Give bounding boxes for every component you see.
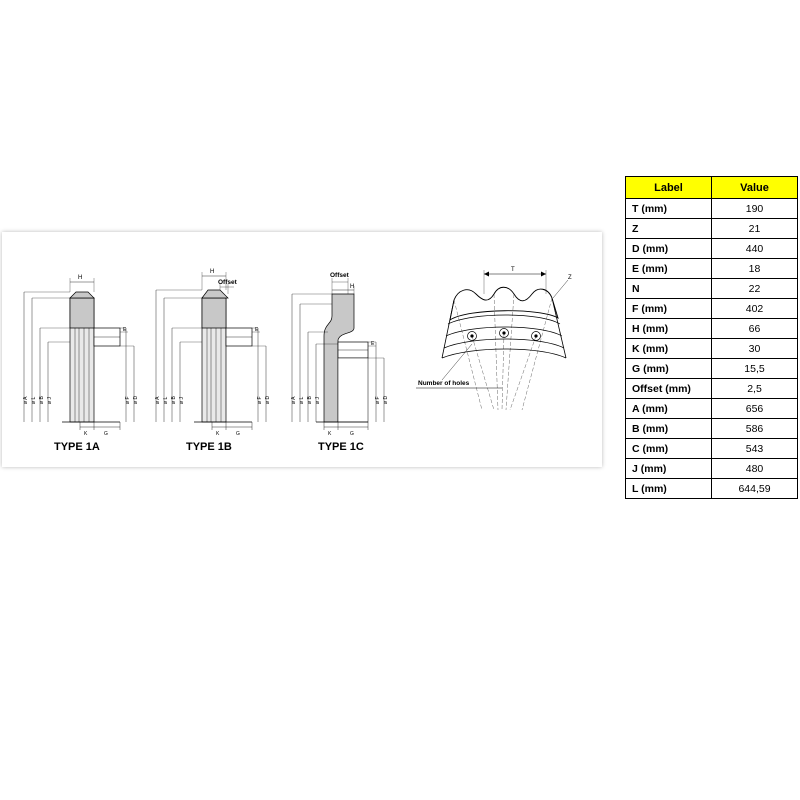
row-value: 2,5	[712, 379, 798, 399]
table-row	[626, 359, 798, 379]
dim-e-1a: E	[123, 327, 127, 333]
row-value: 480	[712, 459, 798, 479]
drawing-type-1c	[291, 272, 389, 453]
type-1a-label: TYPE 1A	[54, 441, 100, 453]
offset-callout-1b: Offset	[218, 279, 237, 286]
dim-g-1c: G	[350, 431, 354, 437]
type-1c-label: TYPE 1C	[318, 441, 364, 453]
dim-j-1a: ø J	[47, 397, 53, 404]
row-label: B (mm)	[626, 419, 712, 439]
row-value: 66	[712, 319, 798, 339]
row-value: 656	[712, 399, 798, 419]
dim-h-1c: H	[350, 284, 355, 290]
dim-f-1a: ø F	[125, 396, 131, 404]
dim-f-1b: ø F	[257, 396, 263, 404]
drawing-type-1a	[23, 275, 139, 453]
table-row	[626, 459, 798, 479]
row-value: 586	[712, 419, 798, 439]
row-label: L (mm)	[626, 479, 712, 499]
row-label: F (mm)	[626, 299, 712, 319]
dim-a-1a: ø A	[23, 396, 29, 404]
table-row	[626, 239, 798, 259]
table-row	[626, 259, 798, 279]
table-header-value: Value	[712, 177, 798, 199]
row-label: Offset (mm)	[626, 379, 712, 399]
number-of-holes-callout: Number of holes	[418, 380, 470, 387]
dim-l-1a: ø L	[31, 396, 37, 404]
dim-j-1c: ø J	[315, 397, 321, 404]
table-row	[626, 439, 798, 459]
dim-b-1c: ø B	[307, 396, 313, 404]
type-1b-label: TYPE 1B	[186, 441, 232, 453]
row-value: 22	[712, 279, 798, 299]
row-value: 440	[712, 239, 798, 259]
row-value: 543	[712, 439, 798, 459]
row-label: K (mm)	[626, 339, 712, 359]
dim-a-1b: ø A	[155, 396, 161, 404]
table-row	[626, 219, 798, 239]
row-label: N	[626, 279, 712, 299]
row-value: 21	[712, 219, 798, 239]
specification-table	[625, 176, 798, 499]
dim-g-1b: G	[236, 431, 240, 437]
row-value: 18	[712, 259, 798, 279]
table-row	[626, 419, 798, 439]
table-header-row	[626, 177, 798, 199]
dim-k-1b: K	[216, 431, 220, 437]
row-label: E (mm)	[626, 259, 712, 279]
dim-l-1c: ø L	[299, 396, 305, 404]
row-label: H (mm)	[626, 319, 712, 339]
table-row	[626, 279, 798, 299]
technical-drawing-svg	[2, 232, 602, 467]
table-row	[626, 319, 798, 339]
dim-t-segment: T	[511, 267, 515, 273]
offset-callout-1c: Offset	[330, 272, 349, 279]
dim-b-1a: ø B	[39, 396, 45, 404]
table-row	[626, 339, 798, 359]
row-label: C (mm)	[626, 439, 712, 459]
dim-j-1b: ø J	[179, 397, 185, 404]
dim-e-1c: E	[371, 341, 375, 347]
dim-h-1b: H	[210, 269, 215, 275]
dim-d-1b: ø D	[265, 395, 271, 404]
dim-k-1a: K	[84, 431, 88, 437]
row-value: 15,5	[712, 359, 798, 379]
drawing-sprocket-segment	[416, 267, 572, 410]
dim-l-1b: ø L	[163, 396, 169, 404]
table-row	[626, 399, 798, 419]
table-row	[626, 299, 798, 319]
row-label: D (mm)	[626, 239, 712, 259]
table-row	[626, 479, 798, 499]
dim-d-1a: ø D	[133, 395, 139, 404]
dim-f-1c: ø F	[375, 396, 381, 404]
dim-h-1a: H	[78, 275, 83, 281]
dim-k-1c: K	[328, 431, 332, 437]
dim-z-segment: Z	[568, 275, 572, 281]
row-label: T (mm)	[626, 199, 712, 219]
row-label: J (mm)	[626, 459, 712, 479]
row-value: 30	[712, 339, 798, 359]
dim-e-1b: E	[255, 327, 259, 333]
dim-b-1b: ø B	[171, 396, 177, 404]
row-value: 402	[712, 299, 798, 319]
technical-drawing-panel	[2, 232, 602, 467]
row-label: A (mm)	[626, 399, 712, 419]
row-label: G (mm)	[626, 359, 712, 379]
dim-d-1c: ø D	[383, 395, 389, 404]
row-value: 190	[712, 199, 798, 219]
row-label: Z	[626, 219, 712, 239]
table-body	[626, 199, 798, 499]
dim-a-1c: ø A	[291, 396, 297, 404]
row-value: 644,59	[712, 479, 798, 499]
dim-g-1a: G	[104, 431, 108, 437]
table-row	[626, 379, 798, 399]
table-header-label: Label	[626, 177, 712, 199]
drawing-type-1b	[155, 269, 271, 453]
table-row	[626, 199, 798, 219]
